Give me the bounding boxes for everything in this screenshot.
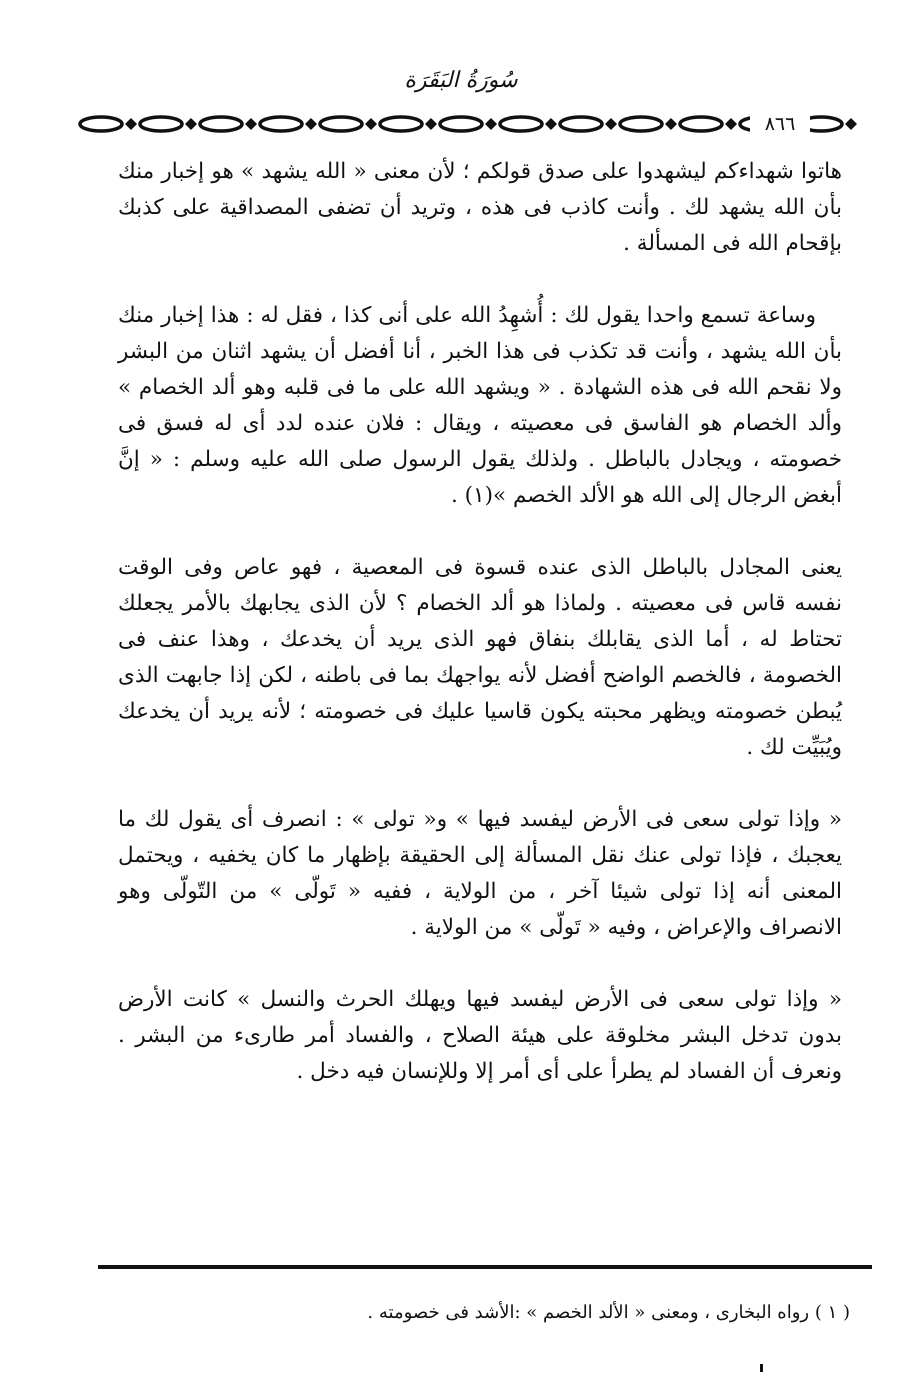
- ornament-oval: [380, 117, 422, 131]
- ornament-oval: [260, 117, 302, 131]
- ornament-diamond: [185, 118, 197, 130]
- paragraph: هاتوا شهداءكم ليشهدوا على صدق قولكم ؛ لأن معنى « الله يشهد » هو إخبار منك بأن الله يشهد لك . وأنت كاذب فى هذه ، وتريد أن تضفى المصداقية على كذبك بإقحام الله فى المسألة .: [118, 159, 842, 256]
- ornament-diamond: [425, 118, 437, 130]
- main-text: [118, 154, 842, 1126]
- ornament-oval: [200, 117, 242, 131]
- ornament-oval: [320, 117, 362, 131]
- surah-title: سُورَةُ البَقَرَة: [404, 68, 518, 93]
- ornament-oval: [500, 117, 542, 131]
- ornament-diamond: [125, 118, 137, 130]
- ornament-oval: [140, 117, 182, 131]
- ornament-oval: [560, 117, 602, 131]
- footnote: ( ١ ) رواه البخارى ، ومعنى « الألد الخصم » :الأشد فى خصومته .: [367, 1302, 850, 1323]
- ornament-diamond: [365, 118, 377, 130]
- footnote-divider: [98, 1265, 872, 1269]
- ornament-diamond: [545, 118, 557, 130]
- paragraph: « وإذا تولى سعى فى الأرض ليفسد فيها ويهلك الحرث والنسل » كانت الأرض بدون تدخل البشر مخلوقة على هيئة الصلاح ، والفساد أمر طارىء من البشر . ونعرف أن الفساد لم يطرأ على أى أمر إلا وللإنسان فيه دخل .: [118, 987, 842, 1084]
- ornamental-border: [76, 110, 858, 138]
- ornament-oval: [440, 117, 482, 131]
- paragraph: يعنى المجادل بالباطل الذى عنده قسوة فى المعصية ، فهو عاص وفى الوقت نفسه قاس فى معصيته . ولماذا هو ألد الخصام ؟ لأن الذى يجابهك بالأمر يجعلك تحتاط له ، أما الذى يقابلك بنفاق فهو الذى يريد أن يخدعك ، وهذا عنف فى الخصومة ، فالخصم الواضح أفضل لأنه يواجهك بما فى باطنه ، لكن إذا جابهت الذى يُبطن خصومته ويظهر محبته يكون قاسيا عليك فى خصومته ؛ لأنه يريد أن يخدعك ويُبَيِّت لك .: [118, 555, 842, 760]
- page-number: ٨٦٦: [750, 111, 810, 137]
- ornament-oval: [680, 117, 722, 131]
- ornament-diamond: [665, 118, 677, 130]
- ornament-chain-icon: [76, 110, 858, 138]
- paragraph: « وإذا تولى سعى فى الأرض ليفسد فيها » و« تولى » : انصرف أى يقول لك ما يعجبك ، فإذا تولى عنك نقل المسألة إلى الحقيقة بإظهار ما كان يخفيه ، ويحتمل المعنى أنه إذا تولى شيئا آخر ، من الولاية ، ففيه « تَولّى » من التّولّى وهو الانصراف والإعراض ، وفيه « تَولّى » من الولاية .: [118, 807, 842, 940]
- ornament-diamond: [725, 118, 737, 130]
- ornament-oval: [620, 117, 662, 131]
- ornament-diamond: [485, 118, 497, 130]
- print-mark: [760, 1364, 763, 1372]
- paragraph: وساعة تسمع واحدا يقول لك : أُشهِدُ الله على أنى كذا ، فقل له : هذا إخبار منك بأن الله يشهد ، وأنت قد تكذب فى هذا الخبر ، أنا أفضل أن يشهد اثنان من البشر ولا نقحم الله فى هذه الشهادة . « ويشهد الله على ما فى قلبه وهو ألد الخصام » وألد الخصام هو الفاسق فى معصيته ، ويقال : فلان عنده لدد أى له فسق فى خصومته ، ويجادل بالباطل . ولذلك يقول الرسول صلى الله عليه وسلم : « إنَّ أبغض الرجال إلى الله هو الألد الخصم »(١) .: [118, 303, 842, 508]
- ornament-diamond: [845, 118, 857, 130]
- ornament-diamond: [605, 118, 617, 130]
- ornament-diamond: [245, 118, 257, 130]
- ornament-oval: [80, 117, 122, 131]
- ornament-diamond: [305, 118, 317, 130]
